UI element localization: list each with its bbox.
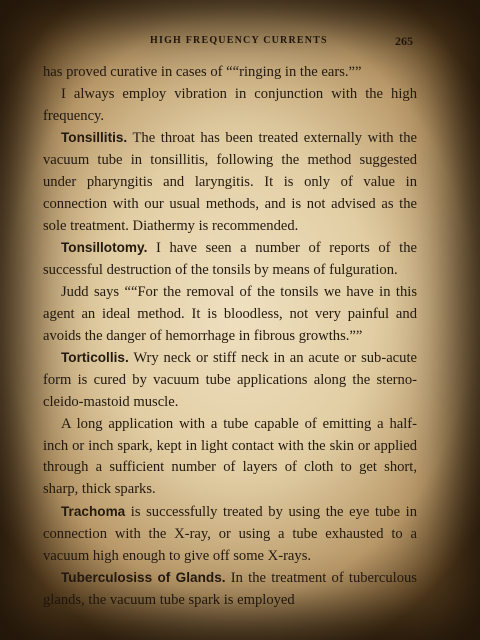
paragraph-text: A long application with a tube capable of emitting a half-inch or inch spark, kept in light contact with the skin or applied through a sufficient number of layers of cloth to get short, sharp, thick sparks. bbox=[43, 415, 417, 498]
paragraph-text: Judd says ““For the removal of the tonsils we have in this agent an ideal method. It is bloodless, not very painful and avoids the danger of hemorrhage in fibrous growths.”” bbox=[43, 283, 417, 344]
term-heading: Torticollis. bbox=[61, 350, 129, 366]
paragraph-tonsillitis bbox=[43, 127, 417, 237]
paragraph-text: has proved curative in cases of ““ringing in the ears.”” bbox=[43, 64, 362, 80]
term-heading: Trachoma bbox=[61, 503, 126, 519]
term-heading: Tonsillotomy. bbox=[61, 240, 148, 256]
paragraph-long-application bbox=[43, 414, 417, 501]
paragraph-continuation bbox=[43, 62, 417, 84]
paragraph-text: I have seen a number of reports of the successful destruction of the tonsils by means of fulguration. bbox=[43, 240, 417, 279]
paragraph-torticollis bbox=[43, 347, 417, 413]
paragraph-tonsillotomy bbox=[43, 237, 417, 282]
paragraph-text: In the treatment of tuberculous glands, the vacuum tube spark is employed bbox=[43, 570, 417, 609]
term-heading: Tuberculosiss of Glands. bbox=[61, 570, 226, 586]
paragraph-tuberculosis-glands bbox=[43, 567, 417, 612]
running-title: HIGH FREQUENCY CURRENTS bbox=[150, 35, 328, 46]
paragraph-text: Wry neck or stiff neck in an acute or sub-acute form is cured by vacuum tube applications along the sterno-cleido-mastoid muscle. bbox=[43, 350, 417, 410]
page-header bbox=[0, 35, 480, 53]
paragraph-text: is successfully treated by using the eye tube in connection with the X-ray, or using a tube exhausted to a vacuum high enough to give off some X-rays. bbox=[43, 503, 417, 564]
paragraph-trachoma bbox=[43, 501, 417, 567]
page-number: 265 bbox=[395, 34, 413, 48]
paragraph-judd-quote bbox=[43, 282, 417, 347]
paragraph-text: I always employ vibration in conjunction with the high frequency. bbox=[43, 85, 417, 124]
term-heading: Tonsillitis. bbox=[61, 130, 128, 146]
paragraph-text: The throat has been treated externally with the vacuum tube in tonsillitis, following the method suggested under pharyngitis and laryngitis. It is only of value in connection with our usual methods, and is not advised as the sole treatment. Diathermy is recommended. bbox=[43, 130, 417, 234]
paragraph-vibration bbox=[43, 84, 417, 128]
body-text bbox=[43, 62, 417, 612]
